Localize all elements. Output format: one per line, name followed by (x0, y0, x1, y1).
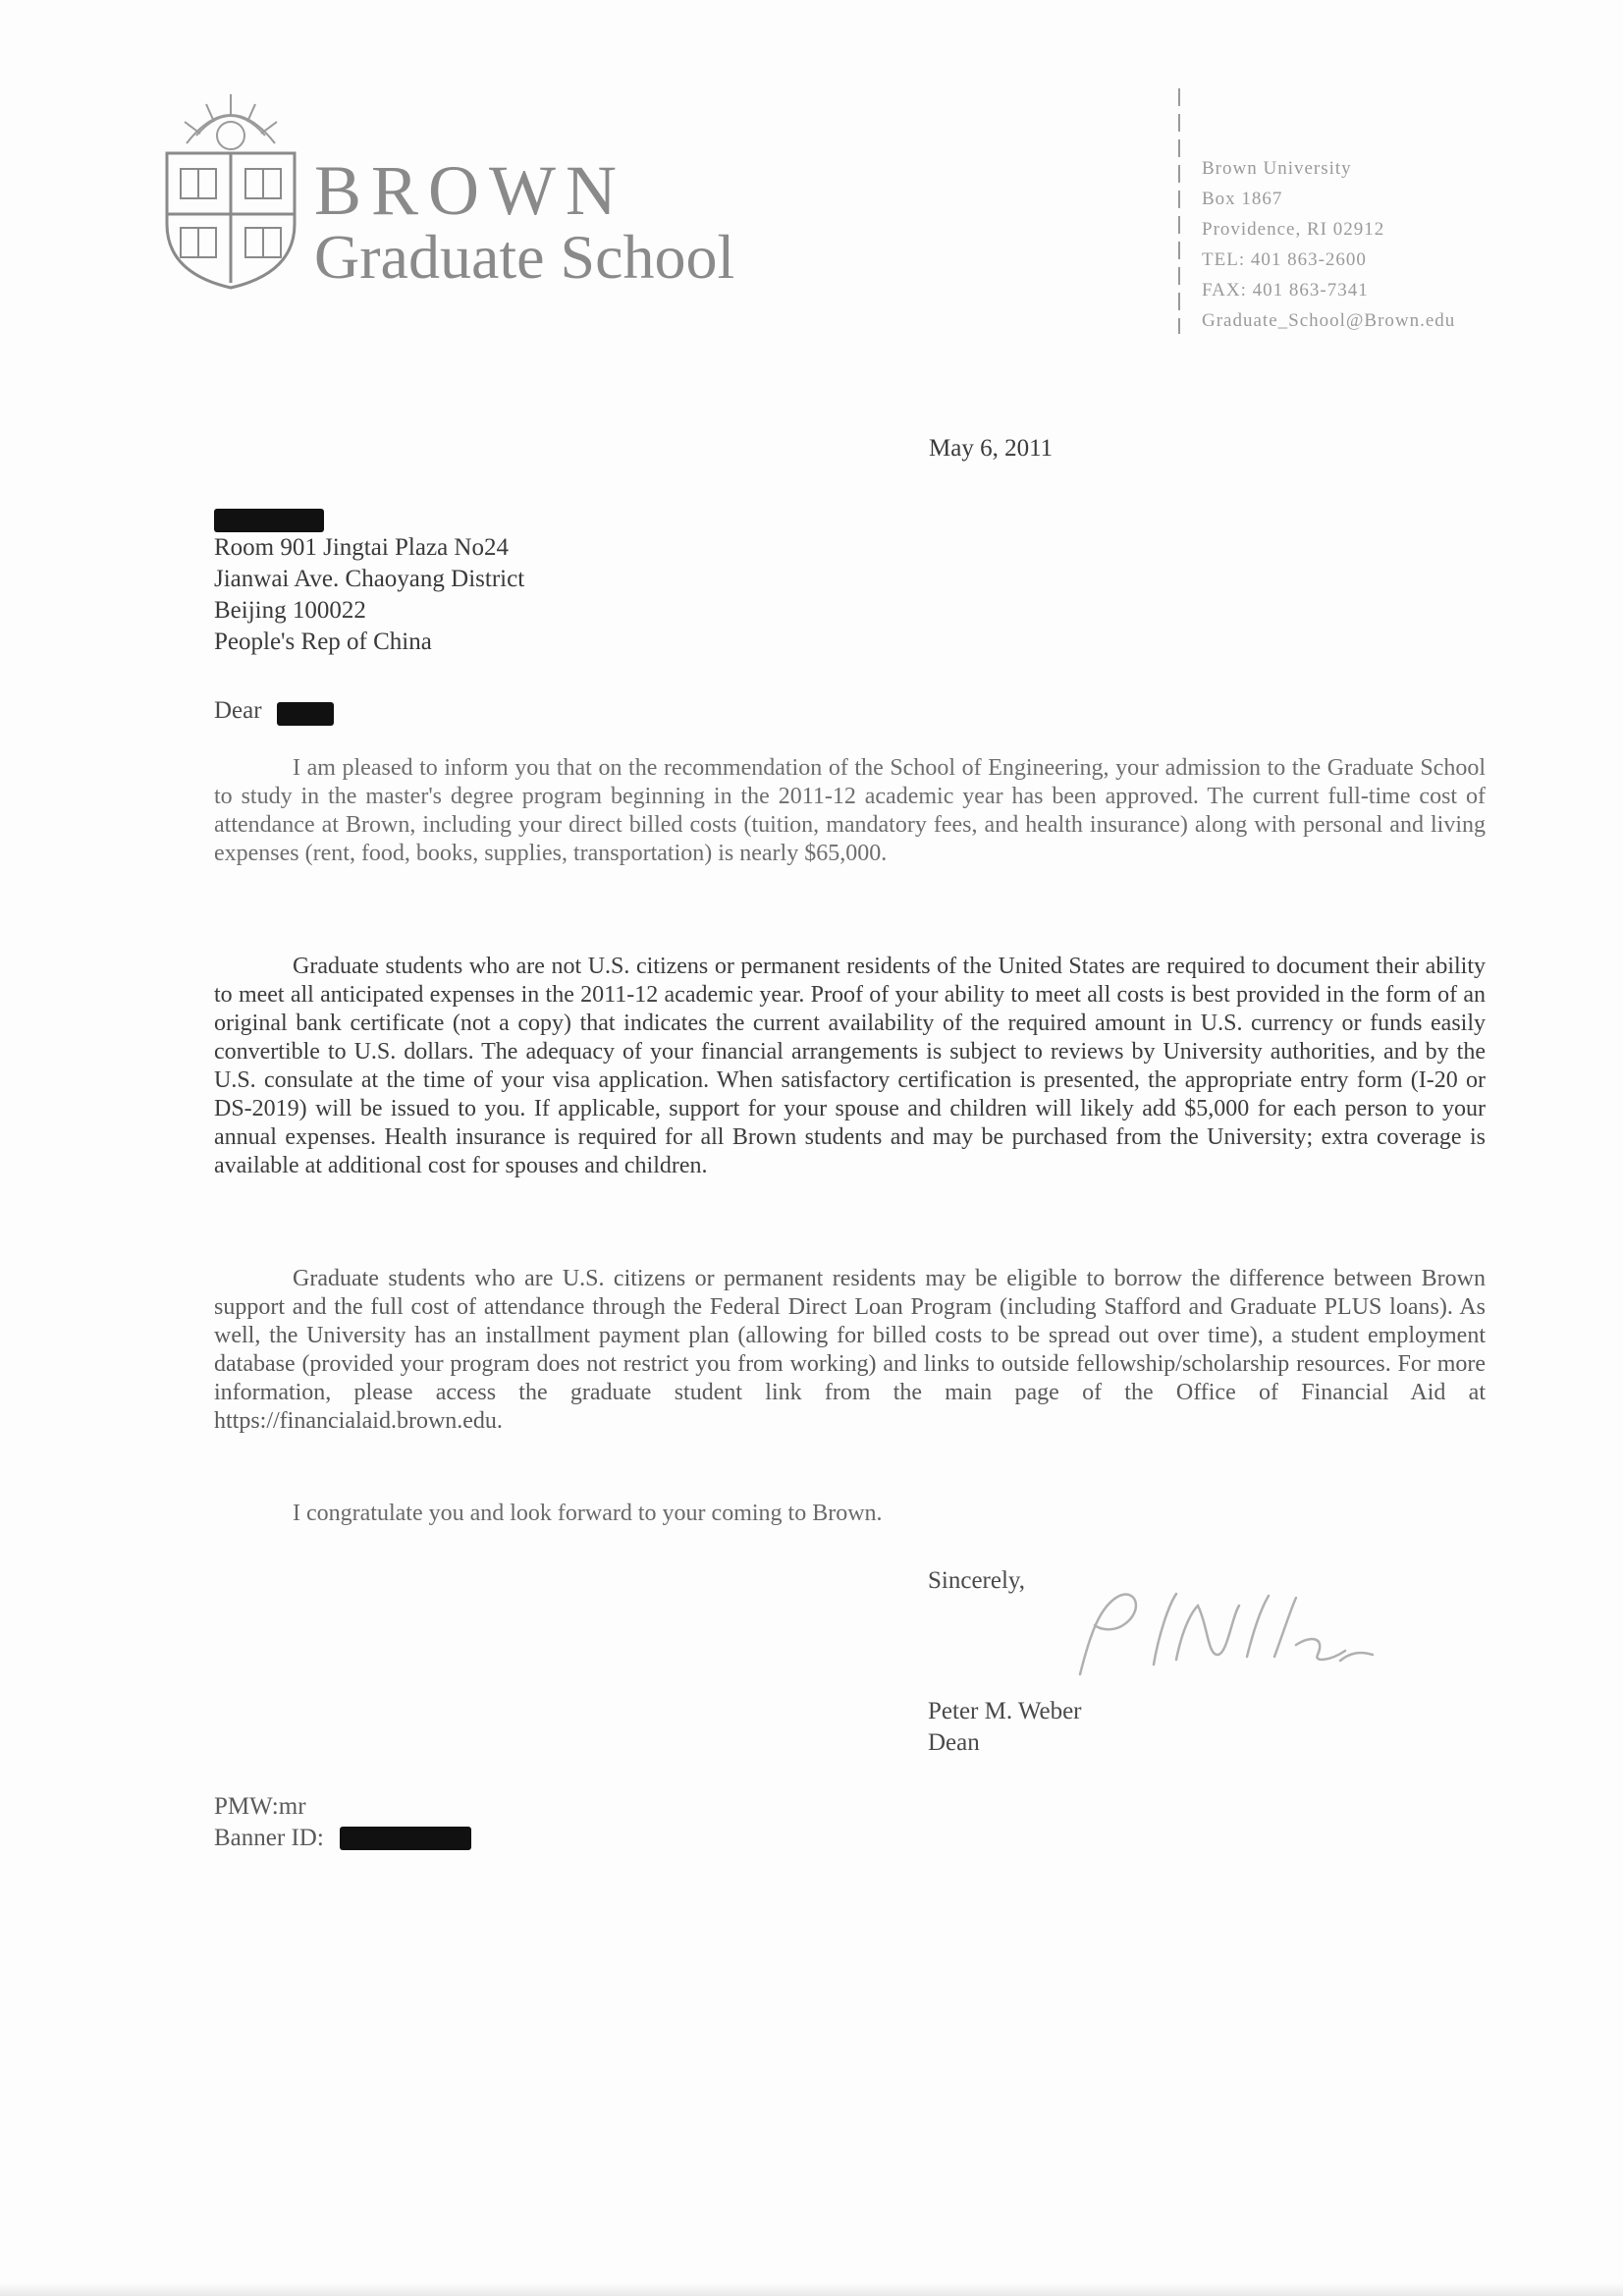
address-line: Graduate_School@Brown.edu (1202, 310, 1456, 331)
salutation (214, 697, 262, 725)
signer-title: Dean (928, 1729, 980, 1756)
letter-date: May 6, 2011 (929, 435, 1054, 462)
recipient-line: Room 901 Jingtai Plaza No24 (214, 534, 509, 561)
reference-block (214, 1791, 324, 1854)
recipient-line: Beijing 100022 (214, 597, 366, 624)
banner-id-label: Banner ID: (214, 1825, 324, 1851)
signature-image (1060, 1566, 1384, 1694)
address-line: Providence, RI 02912 (1202, 219, 1385, 240)
signer-block (928, 1696, 1082, 1759)
letterhead-address (1202, 153, 1455, 336)
signer-name: Peter M. Weber (928, 1698, 1082, 1724)
scan-edge (0, 2282, 1623, 2296)
redacted-salutation-name (277, 702, 334, 726)
body-paragraph-financial-aid: Graduate students who are U.S. citizens or permanent residents may be eligible to borrow the difference between Brown support and the full cost of attendance through the Federal Direct Loan Program (including Stafford and Graduate PLUS loans). As well, the University has an installment payment plan (allowing for billed costs to be spread out over time), a student employment database (provided your program does not restrict you from working) and links to outside fellowship/scholarship resources. For more information, please access the graduate student link from the main page of the Office of Financial Aid at https://financialaid.brown.edu. (214, 1266, 1486, 1434)
body-paragraph-admission: I am pleased to inform you that on the recommendation of the School of Engineering, your admission to the Graduate School to study in the master's degree program beginning in the 2011-12 academic year has been approved. The current full-time cost of attendance at Brown, including your direct billed costs (tuition, mandatory fees, and health insurance) along with personal and living expenses (rent, food, books, supplies, transportation) is nearly $65,000. (214, 755, 1486, 866)
recipient-line: People's Rep of China (214, 629, 432, 655)
recipient-address (214, 532, 524, 658)
brand-subtitle: Graduate School (314, 222, 735, 292)
letterhead-divider (1178, 88, 1180, 334)
brand-name: BROWN (314, 151, 626, 230)
redacted-banner-id (340, 1827, 471, 1850)
brown-shield-icon (157, 86, 304, 293)
body-paragraph-congratulations: I congratulate you and look forward to your coming to Brown. (293, 1501, 883, 1526)
letterhead-logo (157, 86, 785, 302)
recipient-line: Jianwai Ave. Chaoyang District (214, 566, 525, 592)
closing: Sincerely, (928, 1567, 1026, 1594)
salutation-text: Dear (214, 697, 262, 724)
reference-initials: PMW:mr (214, 1793, 306, 1820)
address-line: Box 1867 (1202, 189, 1283, 209)
address-line: TEL: 401 863-2600 (1202, 249, 1367, 270)
redacted-recipient-name (214, 509, 324, 532)
address-line: FAX: 401 863-7341 (1202, 280, 1369, 301)
body-paragraph-international: Graduate students who are not U.S. citizens or permanent residents of the United States are required to document their ability to meet all anticipated expenses in the 2011-12 academic year. Proof of your ability to meet all costs is best provided in the form of an original bank certificate (not a copy) that indicates the current availability of the required amount in U.S. currency or funds easily convertible to U.S. dollars. The adequacy of your financial arrangements is subject to reviews by University authorities, and by the U.S. consulate at the time of your visa application. When satisfactory certification is presented, the appropriate entry form (I-20 or DS-2019) will be issued to you. If applicable, support for your spouse and children will likely add $5,000 for each person to your annual expenses. Health insurance is required for all Brown students and may be purchased from the University; extra coverage is available at additional cost for spouses and children. (214, 954, 1486, 1178)
banner-id-line (214, 1823, 324, 1854)
address-line: Brown University (1202, 158, 1352, 179)
